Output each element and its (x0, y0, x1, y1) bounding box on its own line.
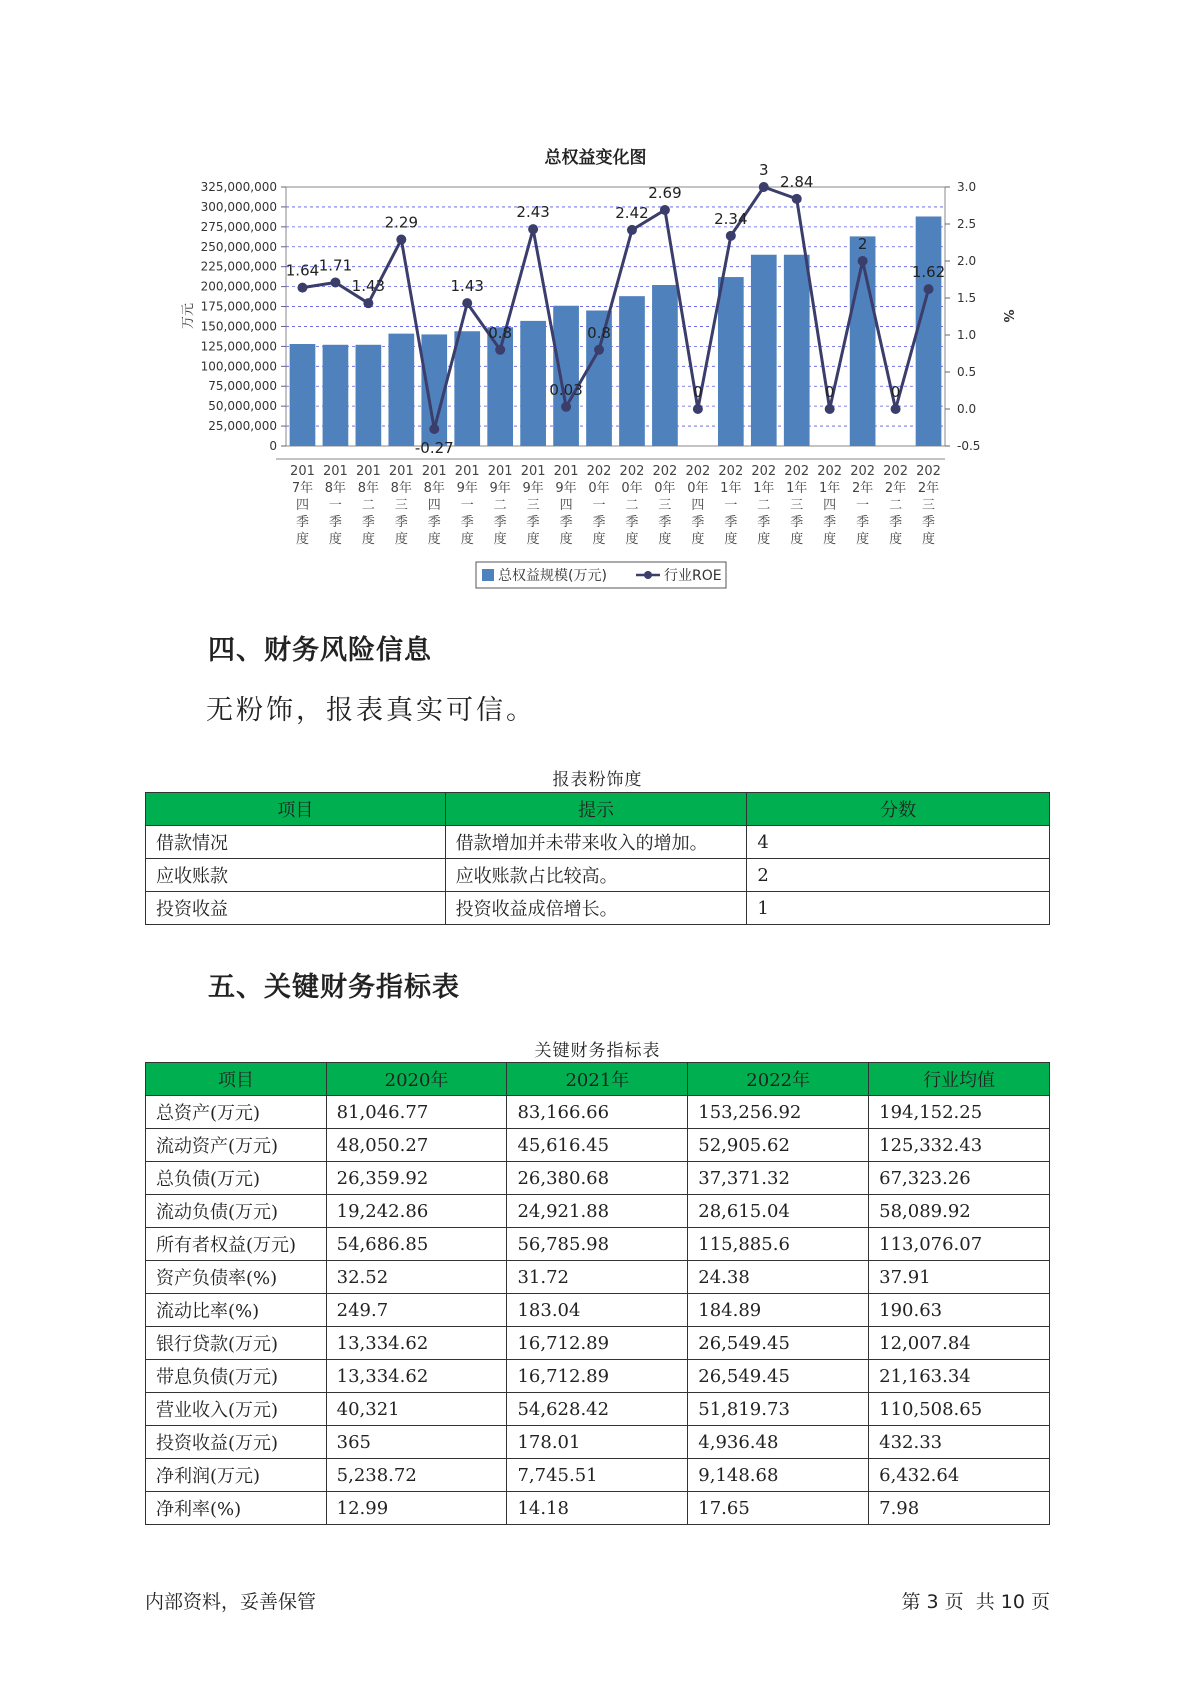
equity-bar (619, 296, 645, 446)
x-tick-label: 度 (493, 532, 507, 547)
table-cell: 58,089.92 (869, 1195, 1050, 1228)
x-tick-label: 2年 (884, 481, 907, 496)
x-tick-label: 度 (592, 532, 606, 547)
table-cell: 26,549.45 (688, 1327, 869, 1360)
y-left-tick-label: 325,000,000 (200, 180, 277, 194)
column-header: 项目 (146, 793, 446, 826)
x-tick-label: 季 (691, 515, 705, 530)
x-tick-label: 度 (856, 532, 870, 547)
x-tick-label: 201 (421, 464, 447, 479)
x-tick-label: 1年 (720, 481, 742, 496)
x-tick-label: 季 (889, 515, 903, 530)
table-cell: 应收账款 (146, 859, 446, 892)
y-left-tick-label: 200,000,000 (200, 279, 277, 294)
y-left-tick-label: 100,000,000 (200, 359, 277, 374)
table-cell: 1 (747, 892, 1050, 925)
table-cell: 32.52 (326, 1261, 507, 1294)
roe-point (594, 345, 604, 355)
x-tick-label: 202 (751, 464, 777, 479)
x-tick-label: 202 (817, 464, 843, 479)
x-tick-label: 0年 (588, 481, 610, 496)
table-cell: 7.98 (869, 1492, 1050, 1525)
equity-bar (356, 345, 382, 446)
table-cell: 37,371.32 (688, 1162, 869, 1195)
x-tick-label: 四 (559, 498, 573, 513)
roe-data-label: 1.43 (450, 277, 484, 296)
table-row (146, 1459, 1050, 1492)
section4-paragraph: 无粉饰，报表真实可信。 (206, 695, 536, 726)
table-cell: 178.01 (507, 1426, 688, 1459)
x-tick-label: 季 (559, 515, 573, 530)
roe-data-label: 0 (693, 383, 703, 401)
table-cell: 净利率(%) (146, 1492, 327, 1525)
column-header: 2020年 (326, 1063, 507, 1096)
x-tick-label: 三 (394, 498, 408, 513)
x-tick-label: 三 (790, 498, 804, 513)
x-tick-label: 201 (388, 464, 414, 479)
x-tick-label: 度 (427, 532, 441, 547)
section5-heading: 五、关键财务指标表 (208, 972, 460, 1003)
x-tick-label: 201 (487, 464, 513, 479)
y-left-tick-label: 75,000,000 (208, 379, 277, 394)
y-left-tick-label: 50,000,000 (208, 399, 277, 414)
table-cell: 24,921.88 (507, 1195, 688, 1228)
roe-point (924, 284, 934, 294)
table-row (146, 1228, 1050, 1261)
table-cell: 12,007.84 (869, 1327, 1050, 1360)
roe-point (495, 345, 505, 355)
roe-data-label: 0 (824, 383, 835, 401)
x-tick-label: 一 (856, 498, 870, 513)
table-row (146, 892, 1050, 925)
x-tick-label: 季 (493, 515, 507, 530)
x-tick-label: 8年 (390, 481, 412, 496)
x-tick-label: 一 (724, 498, 738, 513)
x-tick-label: 202 (586, 464, 612, 479)
table-cell: 249.7 (326, 1294, 507, 1327)
roe-point (429, 424, 439, 434)
table-cell: 432.33 (869, 1426, 1050, 1459)
risk-table (145, 792, 1050, 925)
table-row (146, 1129, 1050, 1162)
table-header-row (146, 1063, 1050, 1096)
table-cell: 52,905.62 (688, 1129, 869, 1162)
table-cell: 26,359.92 (326, 1162, 507, 1195)
x-tick-label: 二 (361, 498, 375, 513)
y-left-tick-label: 25,000,000 (208, 419, 277, 434)
chart-title: 总权益变化图 (544, 148, 647, 168)
x-tick-label: 四 (295, 498, 309, 513)
table-cell: 应收账款占比较高。 (445, 859, 747, 892)
table-row (146, 859, 1050, 892)
table-cell: 流动比率(%) (146, 1294, 327, 1327)
roe-data-label: 2.42 (615, 203, 649, 222)
x-tick-label: 一 (592, 498, 606, 513)
y-right-axis-label: % (1000, 309, 1015, 323)
table-cell: 流动负债(万元) (146, 1195, 327, 1228)
table-cell: 26,549.45 (688, 1360, 869, 1393)
table-cell: 7,745.51 (507, 1459, 688, 1492)
x-tick-label: 四 (691, 498, 705, 513)
x-tick-label: 度 (625, 532, 639, 547)
x-tick-label: 三 (922, 498, 936, 513)
y-left-tick-label: 250,000,000 (200, 239, 277, 254)
x-tick-label: 度 (460, 532, 474, 547)
roe-point (363, 298, 373, 308)
x-tick-label: 202 (652, 464, 678, 479)
table-cell: 183.04 (507, 1294, 688, 1327)
x-tick-label: 一 (328, 498, 342, 513)
x-tick-label: 8年 (357, 481, 380, 496)
roe-point (792, 194, 802, 204)
roe-data-label: 2.84 (780, 172, 814, 191)
roe-data-label: 2.43 (516, 203, 550, 222)
table-cell: 26,380.68 (507, 1162, 688, 1195)
roe-data-label: 1.64 (285, 261, 320, 280)
roe-data-label: 0 (890, 383, 901, 401)
table-cell: 13,334.62 (326, 1360, 507, 1393)
roe-data-label: 3 (759, 161, 769, 179)
x-tick-label: 9年 (456, 481, 478, 496)
roe-point (330, 277, 340, 287)
roe-point (528, 224, 538, 234)
roe-point (825, 404, 835, 414)
y-right-tick-label: 0.0 (957, 402, 977, 416)
equity-chart (0, 0, 1191, 600)
x-tick-label: 二 (625, 498, 639, 513)
x-tick-label: 二 (889, 498, 903, 513)
section4-heading: 四、财务风险信息 (208, 635, 432, 666)
table-cell: 40,321 (326, 1393, 507, 1426)
roe-data-label: 1.71 (318, 256, 353, 275)
equity-bar (388, 334, 414, 446)
table-cell: 投资收益成倍增长。 (445, 892, 747, 925)
table-row (146, 1294, 1050, 1327)
equity-bar (652, 285, 678, 446)
x-tick-label: 季 (625, 515, 639, 530)
roe-data-label: 2.69 (648, 183, 682, 202)
roe-data-label: 0.8 (587, 323, 611, 342)
table-cell: 67,323.26 (869, 1162, 1050, 1195)
x-tick-label: 度 (757, 532, 771, 547)
table-cell: 净利润(万元) (146, 1459, 327, 1492)
x-tick-label: 季 (922, 515, 936, 530)
x-tick-label: 季 (592, 515, 606, 530)
table-row (146, 1195, 1050, 1228)
x-tick-label: 一 (460, 498, 474, 513)
equity-bar (520, 321, 546, 446)
x-tick-label: 202 (685, 464, 711, 479)
roe-point (693, 404, 703, 414)
equity-bar (916, 216, 942, 446)
roe-data-label: -0.27 (414, 438, 454, 457)
x-tick-label: 1年 (753, 481, 775, 496)
x-tick-label: 季 (526, 515, 540, 530)
x-tick-label: 季 (460, 515, 474, 530)
legend-bar-swatch (482, 569, 494, 581)
equity-bar (718, 277, 744, 446)
roe-point (396, 235, 406, 245)
x-tick-label: 季 (427, 515, 441, 530)
x-tick-label: 度 (823, 532, 837, 547)
x-tick-label: 四 (427, 498, 441, 513)
table-cell: 所有者权益(万元) (146, 1228, 327, 1261)
roe-point (462, 298, 472, 308)
x-tick-label: 202 (850, 464, 876, 479)
table-cell: 借款情况 (146, 826, 446, 859)
roe-data-label: 0.03 (549, 380, 583, 399)
x-tick-label: 三 (658, 498, 672, 513)
x-tick-label: 202 (916, 464, 941, 479)
x-tick-label: 202 (784, 464, 810, 479)
y-right-tick-label: 1.0 (957, 328, 977, 342)
x-tick-label: 1年 (819, 481, 841, 496)
x-tick-label: 季 (361, 515, 375, 530)
x-tick-label: 2年 (851, 481, 874, 496)
equity-bar (454, 331, 480, 446)
x-tick-label: 四 (823, 498, 837, 513)
table-cell: 12.99 (326, 1492, 507, 1525)
legend-line-label: 行业ROE (664, 568, 722, 584)
table-cell: 184.89 (688, 1294, 869, 1327)
table-cell: 总负债(万元) (146, 1162, 327, 1195)
y-left-tick-label: 125,000,000 (200, 339, 277, 354)
y-right-tick-label: -0.5 (957, 439, 981, 453)
x-tick-label: 度 (328, 532, 342, 547)
table-cell: 54,686.85 (326, 1228, 507, 1261)
table-cell: 54,628.42 (507, 1393, 688, 1426)
x-tick-label: 三 (526, 498, 540, 513)
column-header: 2022年 (688, 1063, 869, 1096)
x-tick-label: 7年 (291, 481, 314, 496)
x-tick-label: 季 (823, 515, 837, 530)
table-cell: 45,616.45 (507, 1129, 688, 1162)
column-header: 提示 (445, 793, 747, 826)
table-cell: 125,332.43 (869, 1129, 1050, 1162)
table-cell: 16,712.89 (507, 1327, 688, 1360)
roe-data-label: 0.8 (488, 323, 513, 342)
table-cell: 51,819.73 (688, 1393, 869, 1426)
table-cell: 190.63 (869, 1294, 1050, 1327)
x-tick-label: 度 (724, 532, 738, 547)
x-tick-label: 201 (520, 464, 546, 479)
roe-point (891, 404, 901, 414)
x-tick-label: 9年 (555, 481, 577, 496)
x-tick-label: 度 (559, 532, 573, 547)
table-cell: 115,885.6 (688, 1228, 869, 1261)
table-cell: 21,163.34 (869, 1360, 1050, 1393)
x-tick-label: 季 (856, 515, 870, 530)
table-cell: 2 (747, 859, 1050, 892)
equity-bar (784, 255, 810, 446)
table-cell: 37.91 (869, 1261, 1050, 1294)
table-cell: 83,166.66 (507, 1096, 688, 1129)
roe-data-label: 2 (857, 235, 868, 253)
x-tick-label: 季 (757, 515, 771, 530)
table-cell: 4,936.48 (688, 1426, 869, 1459)
y-right-tick-label: 0.5 (957, 365, 977, 379)
table-cell: 31.72 (507, 1261, 688, 1294)
table-row (146, 1492, 1050, 1525)
table-cell: 投资收益(万元) (146, 1426, 327, 1459)
risk-table-caption: 报表粉饰度 (552, 770, 643, 790)
indicator-table-caption: 关键财务指标表 (534, 1041, 661, 1061)
table-cell: 16,712.89 (507, 1360, 688, 1393)
x-tick-label: 202 (883, 464, 908, 479)
y-left-tick-label: 150,000,000 (200, 319, 277, 334)
x-tick-label: 201 (355, 464, 381, 479)
x-tick-label: 201 (290, 464, 315, 479)
roe-point (627, 225, 637, 235)
table-row (146, 1096, 1050, 1129)
equity-bar (290, 344, 316, 446)
x-tick-label: 度 (658, 532, 672, 547)
x-tick-label: 8年 (423, 481, 445, 496)
column-header: 项目 (146, 1063, 327, 1096)
indicator-table (145, 1062, 1050, 1525)
roe-data-label: 1.43 (351, 277, 386, 296)
x-tick-label: 度 (526, 532, 540, 547)
x-tick-label: 201 (323, 464, 348, 479)
table-cell: 365 (326, 1426, 507, 1459)
table-cell: 5,238.72 (326, 1459, 507, 1492)
table-row (146, 1261, 1050, 1294)
x-tick-label: 季 (658, 515, 672, 530)
footer-note: 内部资料，妥善保管 (145, 1591, 317, 1613)
x-tick-label: 2年 (917, 481, 940, 496)
roe-data-label: 1.62 (911, 263, 946, 282)
x-tick-label: 二 (757, 498, 771, 513)
x-tick-label: 0年 (621, 481, 643, 496)
column-header: 行业均值 (869, 1063, 1050, 1096)
y-right-tick-label: 3.0 (957, 180, 977, 194)
x-tick-label: 8年 (324, 481, 347, 496)
table-cell: 19,242.86 (326, 1195, 507, 1228)
table-cell: 81,046.77 (326, 1096, 507, 1129)
y-left-tick-label: 225,000,000 (200, 259, 277, 274)
table-cell: 流动资产(万元) (146, 1129, 327, 1162)
table-cell: 113,076.07 (869, 1228, 1050, 1261)
column-header: 分数 (747, 793, 1050, 826)
table-cell: 银行贷款(万元) (146, 1327, 327, 1360)
x-tick-label: 202 (718, 464, 744, 479)
table-row (146, 1360, 1050, 1393)
x-tick-label: 0年 (654, 481, 676, 496)
x-tick-label: 202 (619, 464, 645, 479)
x-tick-label: 201 (454, 464, 480, 479)
x-tick-label: 度 (361, 532, 375, 547)
column-header: 2021年 (507, 1063, 688, 1096)
table-cell: 14.18 (507, 1492, 688, 1525)
table-cell: 153,256.92 (688, 1096, 869, 1129)
roe-data-label: 2.29 (384, 213, 419, 232)
table-cell: 28,615.04 (688, 1195, 869, 1228)
table-cell: 17.65 (688, 1492, 869, 1525)
y-left-tick-label: 275,000,000 (200, 219, 277, 234)
table-cell: 48,050.27 (326, 1129, 507, 1162)
equity-bar (751, 255, 777, 446)
x-tick-label: 9年 (522, 481, 544, 496)
table-row (146, 1327, 1050, 1360)
table-cell: 9,148.68 (688, 1459, 869, 1492)
x-tick-label: 季 (790, 515, 804, 530)
roe-point (297, 283, 307, 293)
x-tick-label: 季 (394, 515, 408, 530)
x-tick-label: 度 (889, 532, 903, 547)
roe-data-label: 2.34 (714, 209, 748, 228)
roe-point (561, 402, 571, 412)
table-cell: 56,785.98 (507, 1228, 688, 1261)
table-cell: 4 (747, 826, 1050, 859)
table-cell: 投资收益 (146, 892, 446, 925)
x-tick-label: 0年 (687, 481, 709, 496)
x-tick-label: 季 (328, 515, 342, 530)
roe-point (759, 182, 769, 192)
table-cell: 6,432.64 (869, 1459, 1050, 1492)
x-tick-label: 度 (790, 532, 804, 547)
x-tick-label: 1年 (786, 481, 808, 496)
x-tick-label: 度 (394, 532, 408, 547)
roe-point (660, 205, 670, 215)
page-number: 第 3 页 共 10 页 (901, 1591, 1050, 1613)
legend-line-marker (644, 571, 652, 579)
y-left-tick-label: 300,000,000 (200, 199, 277, 214)
table-cell: 营业收入(万元) (146, 1393, 327, 1426)
legend-bar-label: 总权益规模(万元) (498, 568, 607, 584)
y-left-axis-label: 万元 (181, 302, 196, 330)
table-cell: 带息负债(万元) (146, 1360, 327, 1393)
table-header-row (146, 793, 1050, 826)
table-cell: 24.38 (688, 1261, 869, 1294)
table-cell: 13,334.62 (326, 1327, 507, 1360)
x-tick-label: 二 (493, 498, 507, 513)
x-tick-label: 度 (922, 532, 936, 547)
table-cell: 资产负债率(%) (146, 1261, 327, 1294)
roe-point (858, 256, 868, 266)
x-tick-label: 季 (295, 515, 309, 530)
table-row (146, 826, 1050, 859)
x-tick-label: 9年 (489, 481, 511, 496)
equity-bar (553, 306, 579, 446)
table-row (146, 1162, 1050, 1195)
y-right-tick-label: 1.5 (957, 291, 977, 305)
table-cell: 借款增加并未带来收入的增加。 (445, 826, 747, 859)
x-tick-label: 201 (553, 464, 579, 479)
y-right-tick-label: 2.5 (957, 217, 977, 231)
x-tick-label: 度 (691, 532, 705, 547)
table-cell: 194,152.25 (869, 1096, 1050, 1129)
table-row (146, 1426, 1050, 1459)
y-left-tick-label: 0 (269, 439, 277, 453)
table-cell: 110,508.65 (869, 1393, 1050, 1426)
table-cell: 总资产(万元) (146, 1096, 327, 1129)
table-row (146, 1393, 1050, 1426)
x-tick-label: 季 (724, 515, 738, 530)
y-right-tick-label: 2.0 (957, 254, 977, 268)
equity-bar (323, 345, 349, 446)
x-tick-label: 度 (295, 532, 309, 547)
y-left-tick-label: 175,000,000 (200, 299, 277, 314)
roe-point (726, 231, 736, 241)
